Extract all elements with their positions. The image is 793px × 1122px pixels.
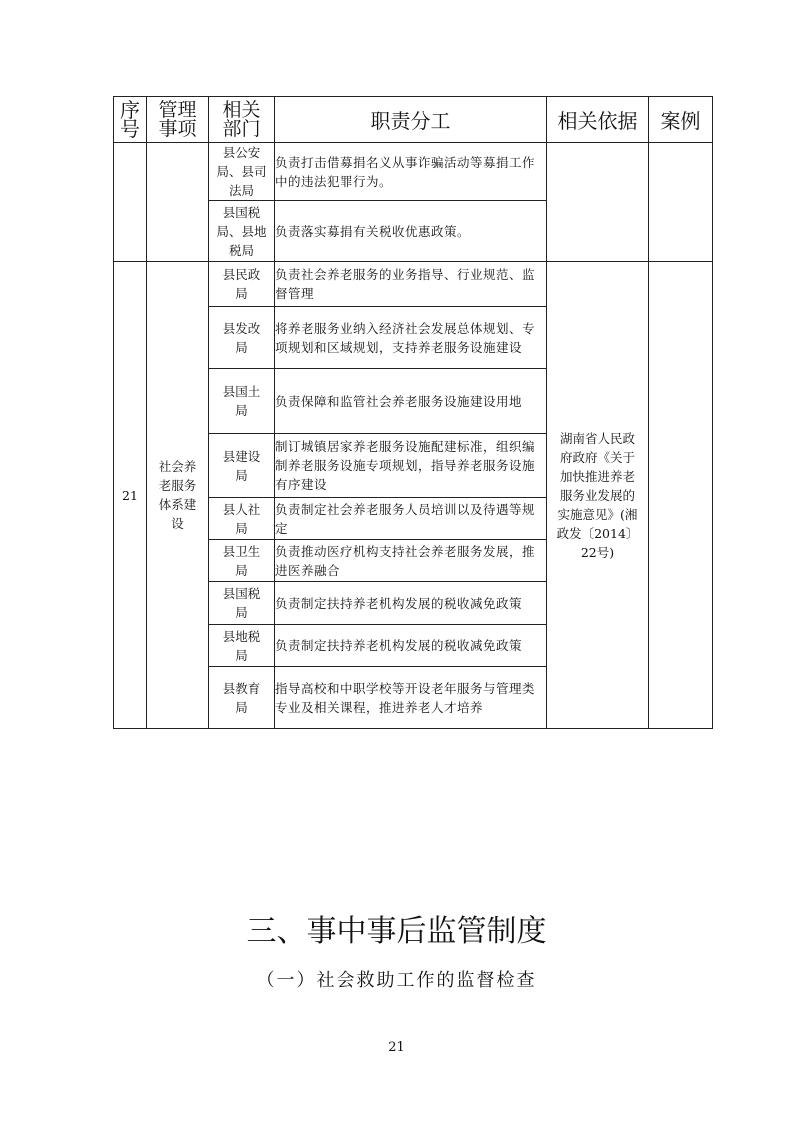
seq-cell-empty <box>114 143 147 262</box>
dept-cell: 县教育 局 <box>209 667 275 729</box>
header-dept: 相关 部门 <box>209 97 275 143</box>
responsibility-table <box>113 96 713 729</box>
header-duty: 职责分工 <box>275 97 547 143</box>
duty-cell: 将养老服务业纳入经济社会发展总体规划、专项规划和区域规划，支持养老服务设施建设 <box>275 307 547 369</box>
seq-cell: 21 <box>114 262 147 729</box>
dept-cell: 县建设 局 <box>209 434 275 498</box>
dept-cell: 县地税 局 <box>209 625 275 667</box>
duty-cell: 制订城镇居家养老服务设施配建标准，组织编制养老服务设施专项规划，指导养老服务设施有序建设 <box>275 434 547 498</box>
table-row <box>114 143 713 201</box>
dept-cell: 县卫生 局 <box>209 540 275 582</box>
subsection-heading: （一）社会救助工作的监督检查 <box>256 970 537 991</box>
duty-cell: 负责制定扶持养老机构发展的税收减免政策 <box>275 582 547 625</box>
dept-cell: 县民政 局 <box>209 262 275 307</box>
header-row <box>114 97 713 143</box>
item-cell: 社会养 老服务 体系建 设 <box>147 262 209 729</box>
table-row <box>114 262 713 307</box>
header-item: 管理 事项 <box>147 97 209 143</box>
basis-cell-empty <box>547 143 649 262</box>
dept-cell: 县国土 局 <box>209 369 275 434</box>
duty-cell: 负责保障和监管社会养老服务设施建设用地 <box>275 369 547 434</box>
duty-cell: 负责打击借募捐名义从事诈骗活动等募捐工作中的违法犯罪行为。 <box>275 143 547 201</box>
header-seq: 序 号 <box>114 97 147 143</box>
dept-cell: 县公安 局、县司 法局 <box>209 143 275 201</box>
duty-cell: 负责落实募捐有关税收优惠政策。 <box>275 201 547 262</box>
dept-cell: 县国税 局 <box>209 582 275 625</box>
header-basis: 相关依据 <box>547 97 649 143</box>
duty-cell: 负责社会养老服务的业务指导、行业规范、监督管理 <box>275 262 547 307</box>
dept-cell: 县国税 局、县地 税局 <box>209 201 275 262</box>
duty-cell: 负责推动医疗机构支持社会养老服务发展，推进医养融合 <box>275 540 547 582</box>
header-case: 案例 <box>649 97 713 143</box>
case-cell-empty <box>649 143 713 262</box>
basis-cell: 湖南省人民政 府政府《关于 加快推进养老 服务业发展的 实施意见》(湘 政发〔2014〕 22号) <box>547 262 649 729</box>
duty-cell: 负责制定扶持养老机构发展的税收减免政策 <box>275 625 547 667</box>
duty-cell: 负责制定社会养老服务人员培训以及待遇等规定 <box>275 498 547 540</box>
page-number: 21 <box>388 1040 405 1055</box>
dept-cell: 县人社 局 <box>209 498 275 540</box>
item-cell-empty <box>147 143 209 262</box>
duty-cell: 指导高校和中职学校等开设老年服务与管理类专业及相关课程，推进养老人才培养 <box>275 667 547 729</box>
dept-cell: 县发改 局 <box>209 307 275 369</box>
case-cell-empty <box>649 262 713 729</box>
section-heading: 三、事中事后监管制度 <box>246 914 547 949</box>
